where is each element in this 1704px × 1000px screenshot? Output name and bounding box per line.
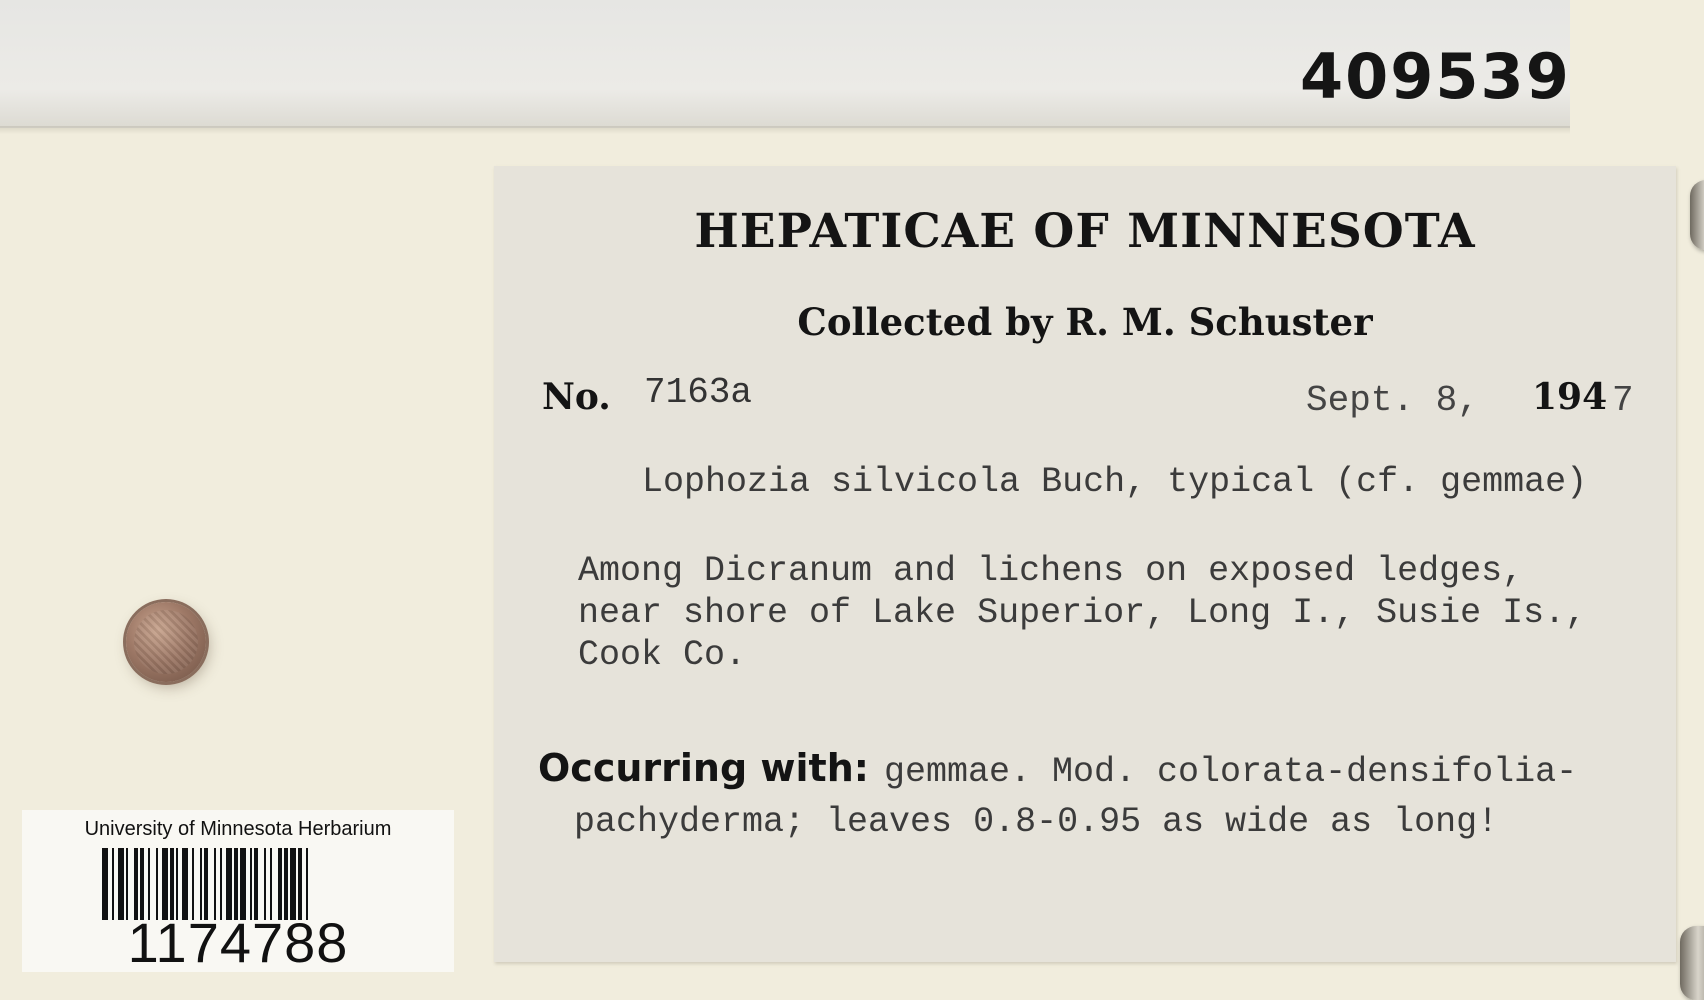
year-prefix: 194 [1532,376,1608,418]
occurring-with-label: Occurring with: [538,746,869,790]
occurring-with-text: gemmae. Mod. colorata-densifolia- [884,752,1578,792]
barcode-number: 1174788 [127,911,349,974]
metal-clip [1690,180,1704,250]
accession-number: 409539 [1300,40,1571,113]
habitat-line: Among Dicranum and lichens on exposed ledges, [578,551,1524,591]
collector-line: Collected by R. M. Schuster [797,300,1373,344]
top-strip-shadow [0,126,1570,134]
metal-clip [1680,926,1704,1000]
habitat-line: Cook Co. [578,635,747,675]
occurring-with-text-continued: pachyderma; leaves 0.8-0.95 as wide as long! [574,802,1499,842]
number-value: 7163a [644,372,753,413]
habitat-description [578,550,1658,676]
habitat-line: near shore of Lake Superior, Long I., Susie Is., [578,593,1587,633]
herbarium-name: University of Minnesota Herbarium [84,818,392,840]
specimen-label [494,166,1676,962]
label-title: HEPATICAE OF MINNESOTA [694,204,1476,259]
species-name: Lophozia silvicola Buch, typical (cf. gemmae) [642,462,1588,502]
year-suffix: 7 [1612,380,1634,421]
barcode-label [22,810,454,972]
specimen-pin [126,602,206,682]
collection-date: Sept. 8, [1306,380,1479,421]
number-label: No. [542,376,611,418]
